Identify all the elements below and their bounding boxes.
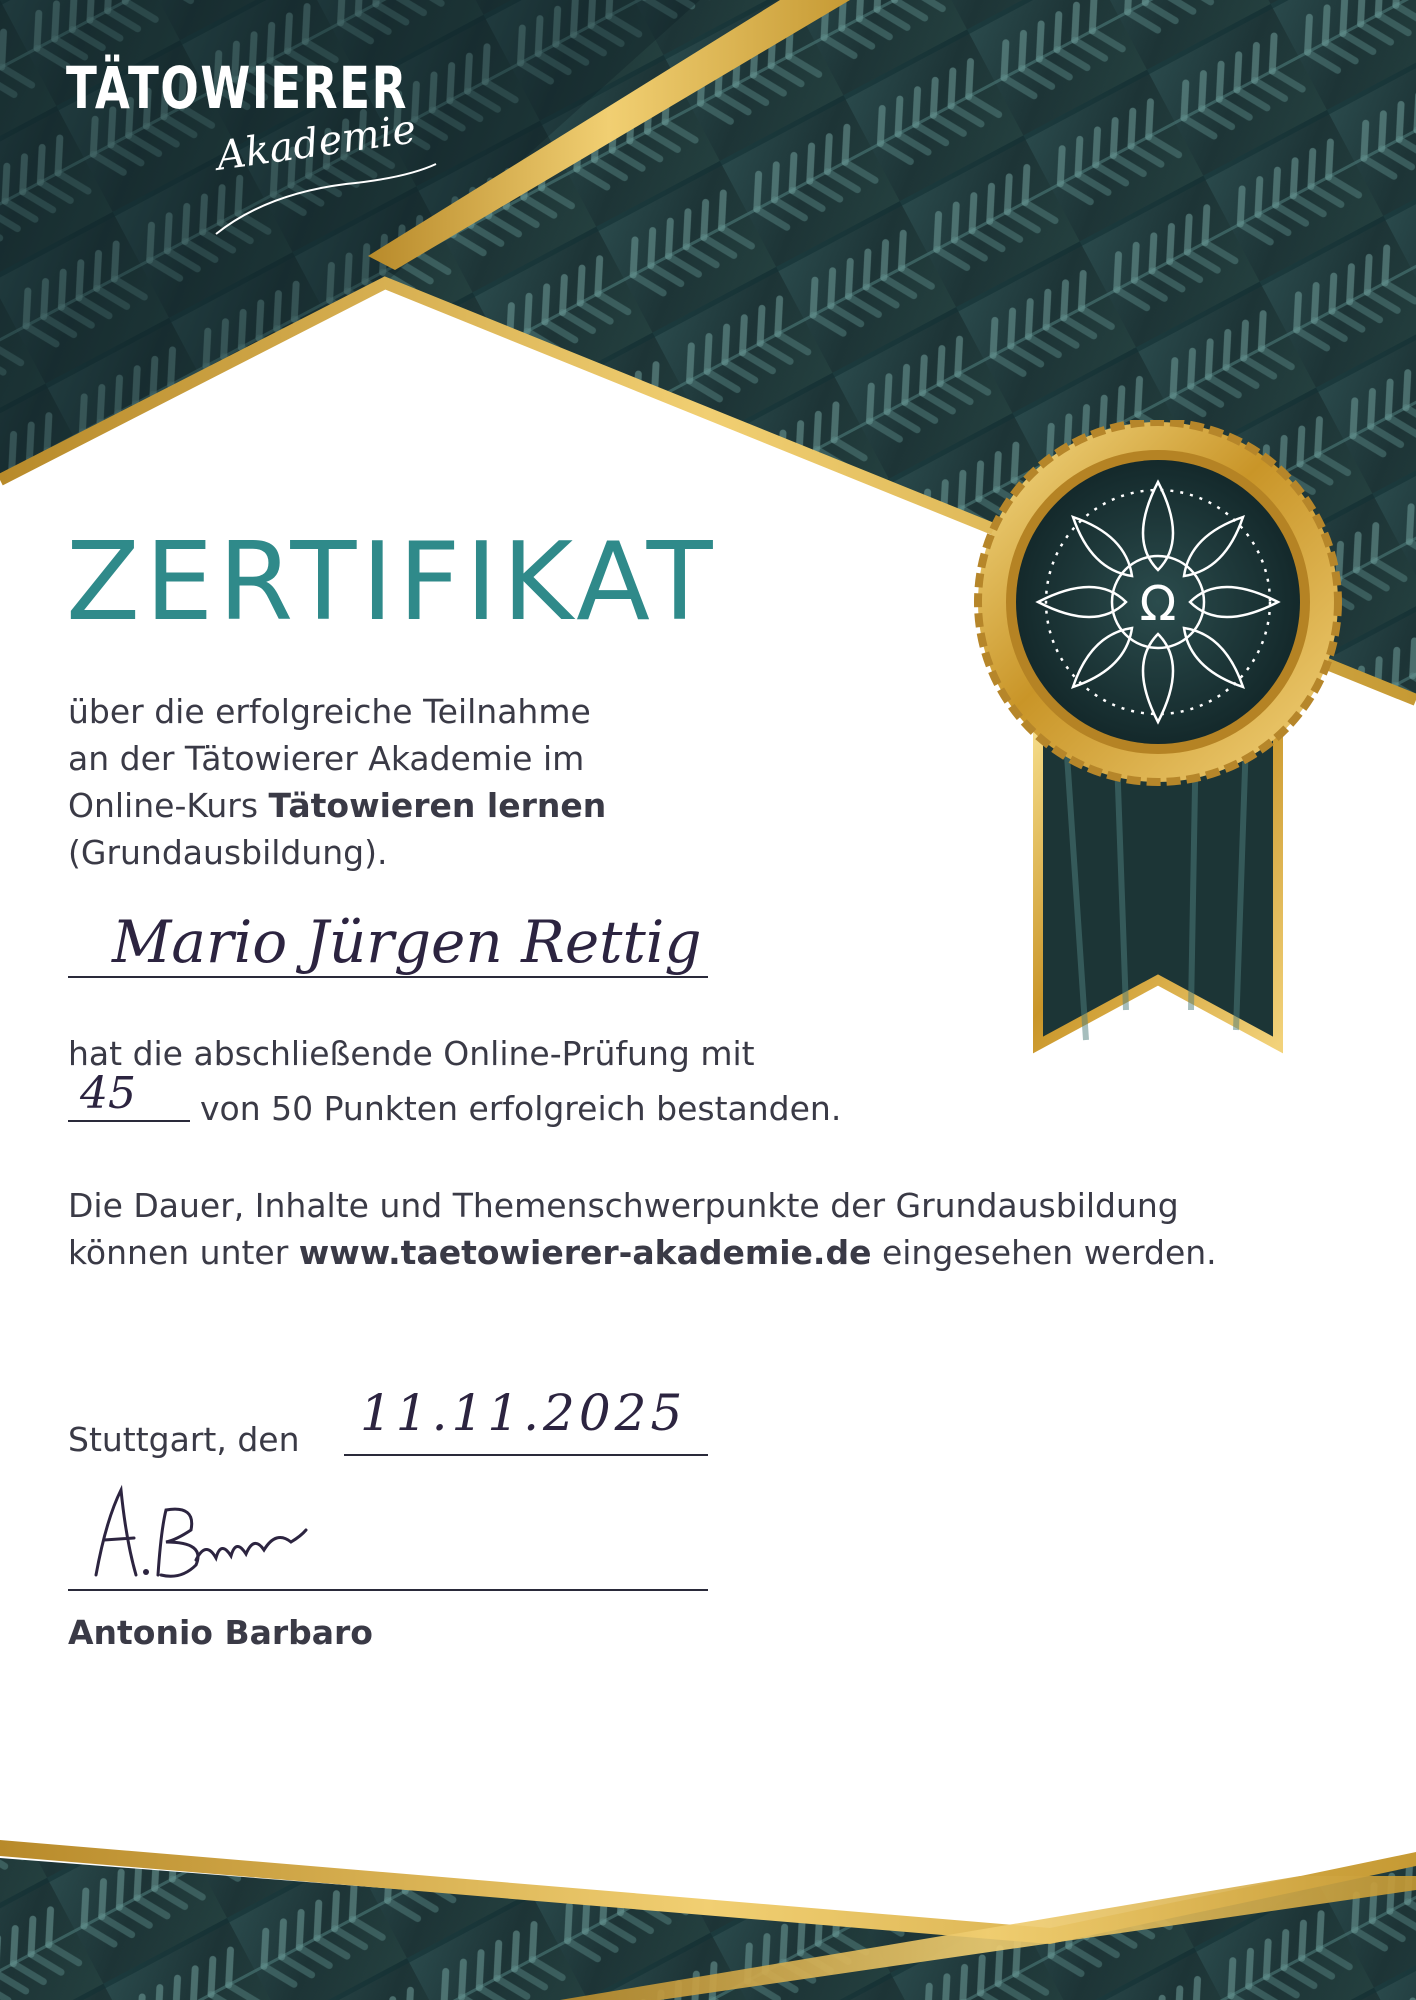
academy-url: www.taetowierer-akademie.de [298,1233,872,1272]
intro-line-3 [68,782,606,829]
logo-swash-icon [206,154,446,244]
course-name: Tätowieren lernen [268,786,607,825]
participant-name-line [68,976,708,978]
academy-logo [66,54,426,214]
handwritten-signature [66,1480,316,1590]
exam-line-2: von 50 Punkten erfolgreich bestanden. [200,1089,842,1128]
intro-line-4: (Grundausbildung). [68,833,388,872]
logo-script: Akademie [213,106,419,180]
info-line-2 [68,1229,1217,1276]
handwritten-date: 11.11.2025 [360,1384,687,1442]
intro-line-3-prefix: Online-Kurs [68,786,269,825]
certificate-title: ZERTIFIKAT [66,520,718,645]
exam-line-1: hat die abschließende Online-Prüfung mit [68,1034,755,1073]
intro-line-2: an der Tätowierer Akademie im [68,739,585,778]
intro-line-1: über die erfolgreiche Teilnahme [68,692,591,731]
logo-wordmark: TÄTOWIERER [66,54,408,122]
signatory-name: Antonio Barbaro [68,1613,373,1652]
info-line-2-prefix: können unter [68,1233,299,1272]
exam-score-line [68,1120,190,1122]
place-label: Stuttgart, den [68,1420,300,1459]
signature-line [68,1589,708,1591]
exam-score: 45 [80,1068,136,1119]
participant-name: Mario Jürgen Rettig [112,908,702,976]
date-line [344,1454,708,1456]
lotus-mandala-badge-icon [966,420,1352,1060]
info-line-1: Die Dauer, Inhalte und Themenschwerpunkte der Grundausbildung [68,1186,1179,1225]
seal-symbol: Ω [1139,576,1177,632]
info-line-2-suffix: eingesehen werden. [871,1233,1217,1272]
